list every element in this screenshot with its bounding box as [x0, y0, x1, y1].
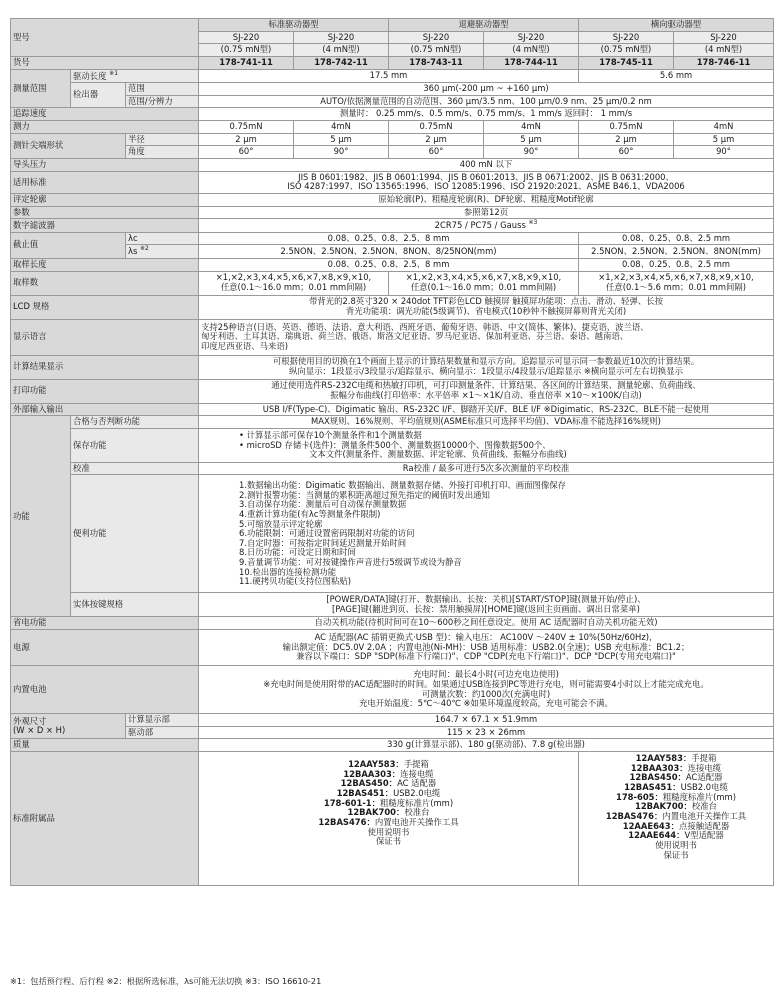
- filter-label: 数字滤波器: [11, 219, 199, 232]
- battery-value: [199, 666, 774, 714]
- dims-label: [11, 714, 126, 739]
- power-line: 兼容以下端口：SDP "SDP(标准下行端口)"、CDP "CDP(充电下行端口)"、DCP "DCP(专用充电端口)": [296, 651, 676, 662]
- print-line: 振幅分布曲线(打印倍率：水平倍率 ×1～×1K/自动、垂直倍率 ×10～×100K/自动): [330, 390, 642, 401]
- lambda-s-label: [126, 245, 199, 258]
- tip-radius: 2 μm: [199, 133, 294, 146]
- result-line: 可根据使用目的切换在1个画面上显示的计算结果数量和显示方向。追踪显示可显示同一参数最近10次的计算结果。: [272, 356, 700, 367]
- model-variant: (0.75 mN型): [579, 44, 674, 57]
- acc-item: 12BAS450：AC适配器: [629, 772, 723, 783]
- code-label: 货号: [11, 56, 199, 69]
- acc-item: 使用说明书: [367, 826, 410, 837]
- acc-item: 12AAY583：手提箱: [348, 759, 429, 770]
- keys-label: 实体按键规格: [71, 593, 199, 617]
- params-label: 参数: [11, 206, 199, 219]
- force-label: 测力: [11, 121, 199, 134]
- acc-item: 12BAS451：USB2.0电缆: [624, 782, 728, 793]
- guide-label: 导头压力: [11, 159, 199, 172]
- print-label: 打印功能: [11, 379, 199, 403]
- save-line: • 计算显示部可保存10个测量条件和1个测量数据: [239, 429, 422, 440]
- note-mark: ※1: [109, 69, 119, 77]
- cutoff-label: 截止值: [11, 232, 126, 258]
- sample-length-label: 取样长度: [11, 258, 199, 271]
- model-variant: (4 mN型): [294, 44, 389, 57]
- sample-num-retract: [389, 271, 579, 295]
- drive-length-text: 驱动长度: [73, 70, 107, 81]
- sample-num-line: ×1,×2,×3,×4,×5,×6,×7,×8,×9,×10,: [215, 272, 372, 283]
- lcd-value: [199, 295, 774, 319]
- guide-value: 400 mN 以下: [199, 159, 774, 172]
- tip-angle: 90°: [294, 146, 389, 159]
- filter-value: [199, 219, 774, 232]
- detector-label: 检出器: [71, 83, 126, 108]
- lambda-c-label: λc: [126, 232, 199, 245]
- lcd-line: 带背光的2.8英寸320 × 240dot TFT彩色LCD 触摸屏 触摸屏功能项：点击、滑动、轻弹、长按: [308, 296, 664, 307]
- dims-drive-label: 驱动部: [126, 726, 199, 739]
- convenience-item: 1.数据输出功能：Digimatic 数据输出、测量数据存储、外接打印机打印、画面图像保存: [239, 479, 566, 490]
- tip-angle: 60°: [579, 146, 674, 159]
- force-value: 4mN: [484, 121, 579, 134]
- acc-item: 12BAS476：内置电池开关操作工具: [318, 817, 459, 828]
- standard-label: 适用标准: [11, 171, 199, 193]
- force-value: 4mN: [294, 121, 389, 134]
- spec-table: [10, 18, 774, 886]
- standard-line: JIS B 0601:1982、JIS B 0601:1994、JIS B 0601:2013、JIS B 0671:2002、JIS B 0631:2000、: [298, 171, 674, 182]
- footnote: ※1：包括预行程、后行程 ※2：根据所选标准，λs可能无法切换 ※3：ISO 16610-21: [10, 976, 322, 986]
- calib-label: 校准: [71, 462, 199, 475]
- resolution-label: 范围/分辨力: [126, 95, 199, 108]
- language-label: 显示语言: [11, 319, 199, 355]
- lambda-c-value-transverse: 0.08、0.25、0.8、2.5 mm: [579, 232, 774, 245]
- tip-angle-label: 角度: [126, 146, 199, 159]
- tip-angle: 90°: [484, 146, 579, 159]
- sample-length-transverse: 0.08、0.25、0.8、2.5 mm: [579, 258, 774, 271]
- convenience-item: 2.测针报警功能：当测量的累积距离超过预先指定的阈值时发出通知: [239, 489, 490, 500]
- product-code: 178-741-11: [199, 56, 294, 69]
- sample-length-value: 0.08、0.25、0.8、2.5、8 mm: [199, 258, 579, 271]
- model-variant: (4 mN型): [484, 44, 579, 57]
- sample-num-line: ×1,×2,×3,×4,×5,×6,×7,×8,×9,×10,: [598, 272, 754, 283]
- lambda-c-value: 0.08、0.25、0.8、2.5、8 mm: [199, 232, 579, 245]
- range-label: 测量范围: [11, 69, 71, 108]
- io-label: 外部输入输出: [11, 403, 199, 416]
- power-line: 输出额定值：DC5.0V 2.0A ；内置电池(Ni-MH)：USB 适用标准：USB2.0(全速)；USB 充电标准：BC1.2；: [282, 641, 690, 652]
- model-name: SJ-220: [294, 31, 389, 44]
- acc-item: 12BAA303：连接电缆: [630, 762, 722, 773]
- battery-line: 可测量次数：约1000次(充满电时): [421, 688, 551, 699]
- acc-item: 12BAS476：内置电池开关操作工具: [605, 811, 747, 822]
- keys-line: [PAGE]键(翻进到页、长按：禁用触摸屏)[HOME]键(返回主页画面、调出日常菜单): [332, 603, 640, 614]
- mass-label: 质量: [11, 739, 199, 752]
- drive-length-transverse: 5.6 mm: [579, 69, 774, 82]
- model-header-cell: [11, 19, 199, 57]
- model-name: SJ-220: [484, 31, 579, 44]
- model-name: SJ-220: [674, 31, 774, 44]
- language-value: [199, 319, 774, 355]
- judge-label: 合格与否判断功能: [71, 416, 199, 429]
- acc-item: 12BAA303：连接电缆: [343, 768, 434, 779]
- force-value: 0.75mN: [579, 121, 674, 134]
- language-line: 支持25种语言(日语、英语、德语、法语、意大利语、西班牙语、葡萄牙语、韩语、中文(简体、繁体)、捷克语、波兰语、: [201, 321, 649, 332]
- acc-item: 12BAS451：USB2.0电缆: [336, 788, 441, 799]
- product-code: 178-744-11: [484, 56, 579, 69]
- print-value: [199, 379, 774, 403]
- accessories-standard: [199, 752, 579, 886]
- dims-text: (W × D × H): [13, 725, 66, 736]
- dims-display-value: 164.7 × 67.1 × 51.9mm: [199, 714, 774, 727]
- acc-item: 12AAY583：手提箱: [635, 753, 717, 764]
- model-name: SJ-220: [579, 31, 674, 44]
- product-code: 178-746-11: [674, 56, 774, 69]
- battery-line: ※充电时间是使用附带的AC适配器时的时间。如果通过USB连接到PC等进行充电，则可能需要4小时以上才能完成充电。: [263, 678, 709, 689]
- sample-num-line: 任意(0.1～16.0 mm；0.01 mm间隔): [220, 282, 367, 293]
- keys-line: [POWER/DATA]键(打开、数据输出、长按：关机)[START/STOP]键(测量开始/停止)、: [326, 594, 646, 605]
- profile-value: 原始轮廓(P)、粗糙度轮廓(R)、DF轮廓、粗糙度Motif轮廓: [199, 193, 774, 206]
- accessories-label: 标准附属品: [11, 752, 199, 886]
- print-line: 通过使用选件RS-232C电缆和热敏打印机，可打印测量条件、计算结果、各区间的计算结果、测量轮廓、负荷曲线、: [271, 380, 701, 391]
- tip-angle: 60°: [199, 146, 294, 159]
- sample-num-label: 取样数: [11, 271, 199, 295]
- product-code: 178-745-11: [579, 56, 674, 69]
- tip-radius-label: 半径: [126, 133, 199, 146]
- profile-label: 评定轮廓: [11, 193, 199, 206]
- model-label: 型号: [13, 31, 30, 42]
- convenience-item: 11.硬拷贝功能(支持位图粘贴): [239, 576, 351, 587]
- convenience-item: 6.功能限制：可通过设置密码限制对功能的访问: [239, 528, 415, 539]
- calib-value: Ra校准 / 最多可进行5次多次测量的平均校准: [199, 462, 774, 475]
- speed-label: 追踪速度: [11, 108, 199, 121]
- mass-value: 330 g(计算显示部)、180 g(驱动部)、7.8 g(检出器): [199, 739, 774, 752]
- spec-sheet: [10, 18, 773, 886]
- lambda-s-text: λs: [128, 246, 138, 257]
- convenience-item: 3.自动保存功能：测量后可自动保存测量数据: [239, 499, 407, 510]
- convenience-value: [199, 475, 774, 593]
- tip-angle: 60°: [389, 146, 484, 159]
- power-label: 电源: [11, 630, 199, 666]
- convenience-item: 5.可缩放显示评定轮廓: [239, 518, 323, 529]
- dims-text: 外观尺寸: [13, 715, 47, 726]
- model-name: SJ-220: [199, 31, 294, 44]
- tip-radius: 2 μm: [389, 133, 484, 146]
- keys-value: [199, 593, 774, 617]
- lambda-s-value-transverse: 2.5NON、2.5NON、2.5NON、8NON(mm): [579, 245, 774, 258]
- acc-item: 178-605：粗糙度标准片(mm): [616, 791, 736, 802]
- group-standard: 标准驱动器型: [199, 19, 389, 32]
- sample-num-transverse: [579, 271, 774, 295]
- force-value: 0.75mN: [199, 121, 294, 134]
- range-sub-label: 范围: [126, 83, 199, 96]
- power-value: [199, 630, 774, 666]
- lcd-label: LCD 规格: [11, 295, 199, 319]
- accessories-transverse: [579, 752, 774, 886]
- battery-line: 充电时间：最长4小时(可边充电边使用): [413, 669, 559, 680]
- acc-item: 12AAE643：点接触适配器: [622, 820, 730, 831]
- power-line: AC 适配器(AC 插销更换式·USB 型)：输入电压： AC100V ～240V ± 10%(50Hz/60Hz)，: [314, 632, 658, 643]
- tip-radius: 2 μm: [579, 133, 674, 146]
- model-variant: (0.75 mN型): [199, 44, 294, 57]
- sample-num-line: 任意(0.1～5.6 mm；0.01 mm间隔): [605, 282, 747, 293]
- function-label: 功能: [11, 416, 71, 617]
- lcd-line: 背光功能项：调光功能(5级调节)、省电模式(10秒钟不触摸屏幕则背光关闭): [345, 306, 627, 317]
- battery-line: 充电开始温度：5℃～40℃ ※如果环境温度较高，充电可能会不满。: [359, 698, 613, 709]
- force-value: 4mN: [674, 121, 774, 134]
- group-retract: 退避驱动器型: [389, 19, 579, 32]
- dims-drive-value: 115 × 23 × 26mm: [199, 726, 774, 739]
- model-variant: (4 mN型): [674, 44, 774, 57]
- battery-label: 内置电池: [11, 666, 199, 714]
- sample-num-line: 任意(0.1～16.0 mm；0.01 mm间隔): [410, 282, 557, 293]
- acc-item: 保证书: [663, 849, 689, 860]
- power-save-value: 自动关机功能(待机时间可在10～600秒之间任意设定。使用 AC 适配器时自动关机功能无效): [199, 617, 774, 630]
- acc-item: 12BAK700：校准台: [635, 801, 717, 812]
- convenience-item: 7.自定时器：可按指定时间延迟测量开始时间: [239, 537, 407, 548]
- tip-radius: 5 μm: [294, 133, 389, 146]
- save-value: [199, 428, 774, 462]
- result-label: 计算结果显示: [11, 355, 199, 379]
- note-mark: ※2: [140, 245, 149, 253]
- convenience-label: 便利功能: [71, 475, 199, 593]
- dims-display-label: 计算显示部: [126, 714, 199, 727]
- convenience-item: 10.检出器的连接检测功能: [239, 566, 337, 577]
- result-line: 纵向显示：1段显示/3段显示/追踪显示、横向显示：1段显示/4段显示/追踪显示 ※横向显示可左右切换显示: [288, 366, 684, 377]
- sample-num-line: ×1,×2,×3,×4,×5,×6,×7,×8,×9,×10,: [405, 272, 562, 283]
- convenience-item: 9.音量调节功能：可对按键操作声音进行5级调节或设为静音: [239, 557, 462, 568]
- acc-item: 保证书: [375, 836, 402, 847]
- acc-item: 12AAE644：V型适配器: [628, 830, 724, 841]
- model-name: SJ-220: [389, 31, 484, 44]
- params-value: 参照第12页: [199, 206, 774, 219]
- acc-item: 12BAK700：校准台: [347, 807, 430, 818]
- acc-item: 178-601-1：粗糙度标准片(mm): [323, 797, 454, 808]
- tip-radius: 5 μm: [484, 133, 579, 146]
- filter-text: 2CR75 / PC75 / Gauss: [434, 220, 526, 231]
- tip-angle: 90°: [674, 146, 774, 159]
- result-value: [199, 355, 774, 379]
- sample-num-std: [199, 271, 389, 295]
- product-code: 178-742-11: [294, 56, 389, 69]
- acc-item: 12BAS450：AC 适配器: [340, 778, 437, 789]
- convenience-item: 4.重新计算功能(有λc等测量条件限制): [239, 508, 381, 519]
- language-line: 匈牙利语、土耳其语、瑞典语、荷兰语、俄语、斯洛文尼亚语、罗马尼亚语、保加利亚语、芬兰语、泰语、越南语、: [201, 331, 629, 342]
- group-transverse: 横向驱动器型: [579, 19, 774, 32]
- note-mark: ※3: [528, 219, 538, 227]
- io-value: USB I/F(Type-C)、Digimatic 输出、RS-232C I/F、脚踏开关I/F、BLE I/F ※Digimatic、RS-232C、BLE不能一起使用: [199, 403, 774, 416]
- convenience-item: 8.日历功能：可设定日期和时间: [239, 547, 356, 558]
- tip-label: 测针尖端形状: [11, 133, 126, 158]
- save-line: 文本文件(测量条件、测量数据、评定轮廓、负荷曲线、振幅分布曲线): [309, 449, 567, 460]
- standard-line: ISO 4287:1997、ISO 13565:1996、ISO 12085:1996、ISO 21920:2021、ASME B46.1、VDA2006: [287, 181, 685, 192]
- range-value: 360 μm(-200 μm ~ +160 μm): [199, 83, 774, 96]
- product-code: 178-743-11: [389, 56, 484, 69]
- save-line: • microSD 存储卡(选件)：测量条件500个、测量数据10000个、图像数据500个、: [239, 439, 551, 450]
- acc-item: 使用说明书: [655, 840, 697, 851]
- save-label: 保存功能: [71, 428, 199, 462]
- drive-length-standard: 17.5 mm: [199, 69, 579, 82]
- language-line: 印度尼西亚语、马来语): [201, 340, 289, 351]
- lambda-s-value: 2.5NON、2.5NON、2.5NON、8NON、8/25NON(mm): [199, 245, 579, 258]
- speed-value: 测量时： 0.25 mm/s、0.5 mm/s、0.75 mm/s、1 mm/s 返回时： 1 mm/s: [199, 108, 774, 121]
- standard-value: [199, 171, 774, 193]
- model-variant: (0.75 mN型): [389, 44, 484, 57]
- drive-length-label: [71, 69, 199, 82]
- force-value: 0.75mN: [389, 121, 484, 134]
- resolution-value: AUTO/依据测量范围的自动范围、360 μm/3.5 nm、100 μm/0.9 nm、25 μm/0.2 nm: [199, 95, 774, 108]
- power-save-label: 省电功能: [11, 617, 199, 630]
- judge-value: MAX规则、16%规则、平均值规则(ASME标准只可选择平均值)、VDA标准不能选择16%规则): [199, 416, 774, 429]
- tip-radius: 5 μm: [674, 133, 774, 146]
